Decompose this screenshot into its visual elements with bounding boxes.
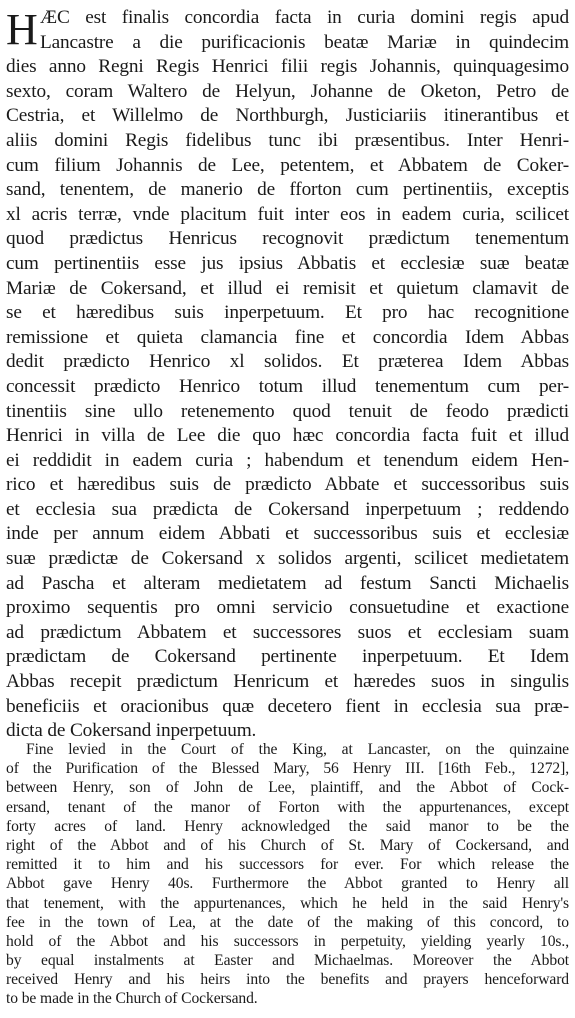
latin-line: inde per annum eidem Abbati et successoribus suis et ecclesiæ <box>6 523 569 545</box>
latin-line: ei reddidit in eadem curia ; habendum et tenendum eidem Hen- <box>6 449 569 471</box>
latin-line: rico et hæredibus suis de prædicto Abbate et successoribus suis <box>6 474 569 496</box>
english-line: Abbot gave Henry 40s. Furthermore the Abbot granted to Henry all <box>6 875 569 893</box>
latin-text-block <box>6 6 569 744</box>
latin-line: suæ prædictæ de Cokersand x solidos argenti, scilicet medietatem <box>6 548 569 570</box>
english-line: of the Purification of the Blessed Mary, 56 Henry III. [16th Feb., 1272], <box>6 760 569 778</box>
latin-line: et ecclesia sua prædicta de Cokersand inperpetuum ; reddendo <box>6 498 569 520</box>
english-translation-block <box>6 740 569 1009</box>
english-line: ersand, tenant of the manor of Forton with the appurtenances, except <box>6 798 569 816</box>
english-line: to be made in the Church of Cockersand. <box>6 990 258 1008</box>
latin-line: ad Pascha et alteram medietatem ad festum Sancti Michaelis <box>6 572 569 594</box>
latin-line: dies anno Regni Regis Henrici filii regis Johannis, quinquagesimo <box>6 56 569 78</box>
english-line: hold of the Abbot and his successors in perpetuity, yielding yearly 10s., <box>6 932 569 950</box>
english-line: remitted it to him and his successors for ever. For which release the <box>6 856 569 874</box>
english-line: by equal instalments at Easter and Michaelmas. Moreover the Abbot <box>6 952 569 970</box>
english-line: forty acres of land. Henry acknowledged the said manor to be the <box>6 817 569 835</box>
latin-line: sand, tenentem, de manerio de fforton cum pertinentiis, exceptis <box>6 179 569 201</box>
latin-line: proximo sequentis pro omni servicio consuetudine et exactione <box>6 597 569 619</box>
latin-line: aliis domini Regis fidelibus tunc ibi præsentibus. Inter Henri- <box>6 129 569 151</box>
drop-cap-letter: H <box>6 5 38 54</box>
latin-line: se et hæredibus suis inperpetuum. Et pro hac recognitione <box>6 302 569 324</box>
latin-line: cum filium Johannis de Lee, petentem, et Abbatem de Coker- <box>6 154 569 176</box>
latin-line: tinentiis sine ullo retenemento quod tenuit de feodo prædicti <box>6 400 569 422</box>
latin-line: remissione et quieta clamancia fine et concordia Idem Abbas <box>6 326 569 348</box>
latin-line: dedit prædicto Henrico xl solidos. Et præterea Idem Abbas <box>6 351 569 373</box>
latin-line: beneficiis et oracionibus quæ decetero fient in ecclesia sua præ- <box>6 695 569 717</box>
latin-line: Cestria, et Willelmo de Northburgh, Justiciariis itinerantibus et <box>6 105 569 127</box>
latin-first-line-text: ÆC est finalis concordia facta in curia domini regis apud <box>40 7 569 28</box>
latin-line: ad prædictum Abbatem et successores suos et ecclesiam suam <box>6 621 569 643</box>
english-line: right of the Abbot and of his Church of St. Mary of Cockersand, and <box>6 836 569 854</box>
english-line: Fine levied in the Court of the King, at Lancaster, on the quinzaine <box>26 741 569 758</box>
latin-line: xl acris terræ, vnde placitum fuit inter eos in eadem curia, scilicet <box>6 203 569 225</box>
latin-line: prædictam de Cokersand pertinente inperpetuum. Et Idem <box>6 646 569 668</box>
latin-line: Henrici in villa de Lee die quo hæc concordia facta fuit et illud <box>6 425 569 447</box>
latin-line: cum pertinentiis esse jus ipsius Abbatis et ecclesiæ suæ beatæ <box>6 252 569 274</box>
latin-line: concessit prædicto Henrico totum illud tenementum cum per- <box>6 375 569 397</box>
latin-line: quod prædictus Henricus recognovit prædictum tenementum <box>6 228 569 250</box>
latin-line: sexto, coram Waltero de Helyun, Johanne de Oketon, Petro de <box>6 80 569 102</box>
latin-line: Lancastre a die purificacionis beatæ Mariæ in quindecim <box>40 31 569 53</box>
english-line: between Henry, son of John de Lee, plaintiff, and the Abbot of Cock- <box>6 779 569 797</box>
latin-line: Abbas recepit prædictum Henricum et hæredes suos in singulis <box>6 671 569 693</box>
english-line: received Henry and his heirs into the benefits and prayers henceforward <box>6 971 569 989</box>
latin-line: Mariæ de Cokersand, et illud ei remisit et quietum clamavit de <box>6 277 569 299</box>
latin-line: dicta de Cokersand inperpetuum. <box>6 720 257 742</box>
english-line: that tenement, with the appurtenances, which he held in the said Henry's <box>6 894 569 912</box>
english-line: fee in the town of Lea, at the date of the making of this concord, to <box>6 913 569 931</box>
